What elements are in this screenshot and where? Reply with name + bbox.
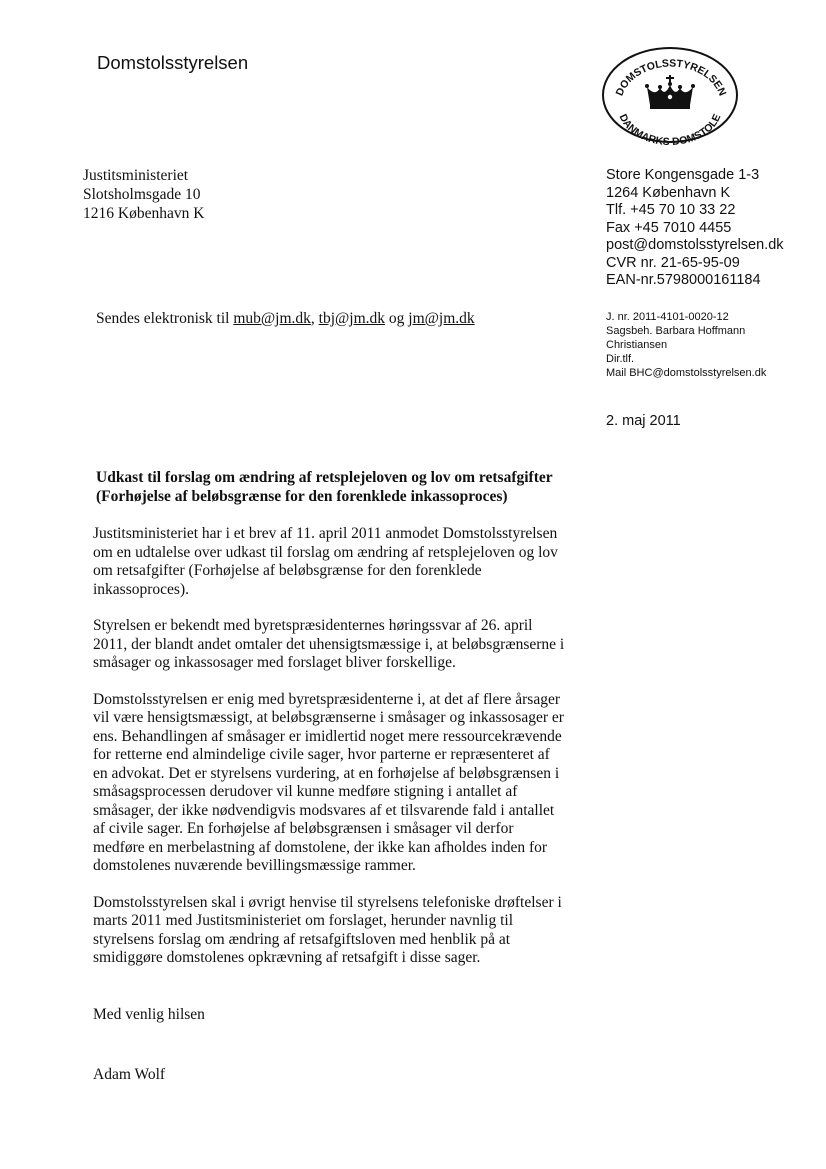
letter-body bbox=[93, 525, 633, 986]
body-line: smidiggøre domstolenes opkrævning af retsafgift i disse sager. bbox=[93, 949, 481, 966]
body-line: småsagsprocessen derudover vil kunne medføre stigning i antallet af bbox=[93, 783, 518, 800]
email-link-mub[interactable]: mub@jm.dk bbox=[233, 310, 311, 327]
letter-date: 2. maj 2011 bbox=[606, 413, 681, 429]
recipient-address bbox=[83, 166, 204, 223]
sender-address bbox=[606, 167, 784, 290]
body-line: ens. Behandlingen af småsager er imidlertid noget mere ressourcekrævende bbox=[93, 727, 562, 745]
case-handler-cont: Christiansen bbox=[606, 339, 668, 351]
body-paragraph bbox=[93, 691, 633, 876]
crown-icon bbox=[645, 75, 695, 109]
closing-salutation: Med venlig hilsen bbox=[93, 1006, 205, 1023]
sender-street: Store Kongensgade 1-3 bbox=[606, 167, 760, 183]
body-line: Domstolsstyrelsen er enig med byretspræsidenterne i, at det af flere årsager bbox=[93, 690, 560, 708]
recipient-line: Slotsholmsgade 10 bbox=[83, 186, 201, 203]
body-line: småsager, der ikke nødvendigvis modsvares af et tilsvarende fald i antallet bbox=[93, 801, 555, 819]
sent-electronically-line bbox=[96, 310, 475, 328]
case-reference bbox=[606, 310, 766, 380]
body-line: en advokat. Det er styrelsens vurdering, at en forhøjelse af beløbsgrænsen i bbox=[93, 764, 560, 782]
body-paragraph bbox=[93, 617, 633, 673]
email-link-jm[interactable]: jm@jm.dk bbox=[408, 310, 475, 327]
body-line: Justitsministeriet har i et brev af 11. april 2011 anmodet Domstolsstyrelsen bbox=[93, 525, 558, 542]
seal-bottom-text: DANMARKS DOMSTOLE bbox=[616, 112, 724, 145]
org-name: Domstolsstyrelsen bbox=[97, 52, 249, 73]
sent-separator: og bbox=[385, 310, 409, 327]
sent-separator: , bbox=[310, 310, 319, 327]
court-seal bbox=[600, 45, 740, 145]
journal-number: J. nr. 2011-4101-0020-12 bbox=[606, 311, 729, 323]
body-line: styrelsens forslag om ændring af retsafgiftsloven med henblik på at bbox=[93, 930, 511, 948]
sender-city: 1264 København K bbox=[606, 184, 731, 201]
signature-name: Adam Wolf bbox=[93, 1066, 166, 1083]
body-line: 2011, der blandt andet omtaler det uhensigtsmæssige i, at beløbsgrænserne i bbox=[93, 635, 565, 653]
sender-phone: Tlf. +45 70 10 33 22 bbox=[606, 202, 736, 218]
letter-subject bbox=[96, 468, 656, 506]
body-line: af civile sager. En forhøjelse af beløbsgrænsen i småsager vil derfor bbox=[93, 820, 514, 837]
email-link-tbj[interactable]: tbj@jm.dk bbox=[318, 310, 386, 327]
body-line: småsager og inkassosager med forslaget bliver forskellige. bbox=[93, 654, 456, 671]
body-line: marts 2011 med Justitsministeriet om forslaget, herunder navnlig til bbox=[93, 912, 514, 929]
body-paragraph bbox=[93, 525, 633, 599]
recipient-line: 1216 København K bbox=[83, 205, 205, 222]
sent-prefix: Sendes elektronisk til bbox=[96, 310, 234, 327]
body-paragraph bbox=[93, 894, 633, 968]
sender-ean: EAN-nr.5798000161184 bbox=[606, 272, 761, 288]
recipient-line: Justitsministeriet bbox=[83, 167, 189, 184]
sender-fax: Fax +45 7010 4455 bbox=[606, 219, 732, 236]
seal-top-text: DOMSTOLSSTYRELSEN bbox=[613, 57, 729, 98]
body-line: om retsafgifter (Forhøjelse af beløbsgrænse for den forenklede bbox=[93, 562, 482, 579]
sender-cvr: CVR nr. 21-65-95-09 bbox=[606, 254, 740, 271]
body-line: medføre en merbelastning af domstolene, der ikke kan afholdes inden for bbox=[93, 838, 548, 856]
body-line: Styrelsen er bekendt med byretspræsidenternes høringssvar af 26. april bbox=[93, 617, 533, 634]
case-handler: Sagsbeh. Barbara Hoffmann bbox=[606, 325, 746, 337]
body-line: om en udtalelse over udkast til forslag om ændring af retsplejeloven og lov bbox=[93, 543, 558, 561]
subject-line: (Forhøjelse af beløbsgrænse for den forenklede inkassoproces) bbox=[96, 488, 508, 505]
sender-email: post@domstolsstyrelsen.dk bbox=[606, 237, 784, 253]
body-line: for retterne end almindelige civile sager, hvor parterne er repræsenteret af bbox=[93, 746, 550, 763]
case-handler-email: Mail BHC@domstolsstyrelsen.dk bbox=[606, 367, 767, 379]
body-line: vil være hensigtsmæssigt, at beløbsgrænserne i småsager og inkassosager er bbox=[93, 709, 564, 726]
subject-line: Udkast til forslag om ændring af retsplejeloven og lov om retsafgifter bbox=[96, 469, 553, 486]
body-line: domstolenes nuværende bevillingsmæssige rammer. bbox=[93, 857, 416, 874]
body-line: Domstolsstyrelsen skal i øvrigt henvise til styrelsens telefoniske drøftelser i bbox=[93, 893, 562, 911]
direct-phone: Dir.tlf. bbox=[606, 353, 635, 365]
body-line: inkassoproces). bbox=[93, 580, 189, 598]
